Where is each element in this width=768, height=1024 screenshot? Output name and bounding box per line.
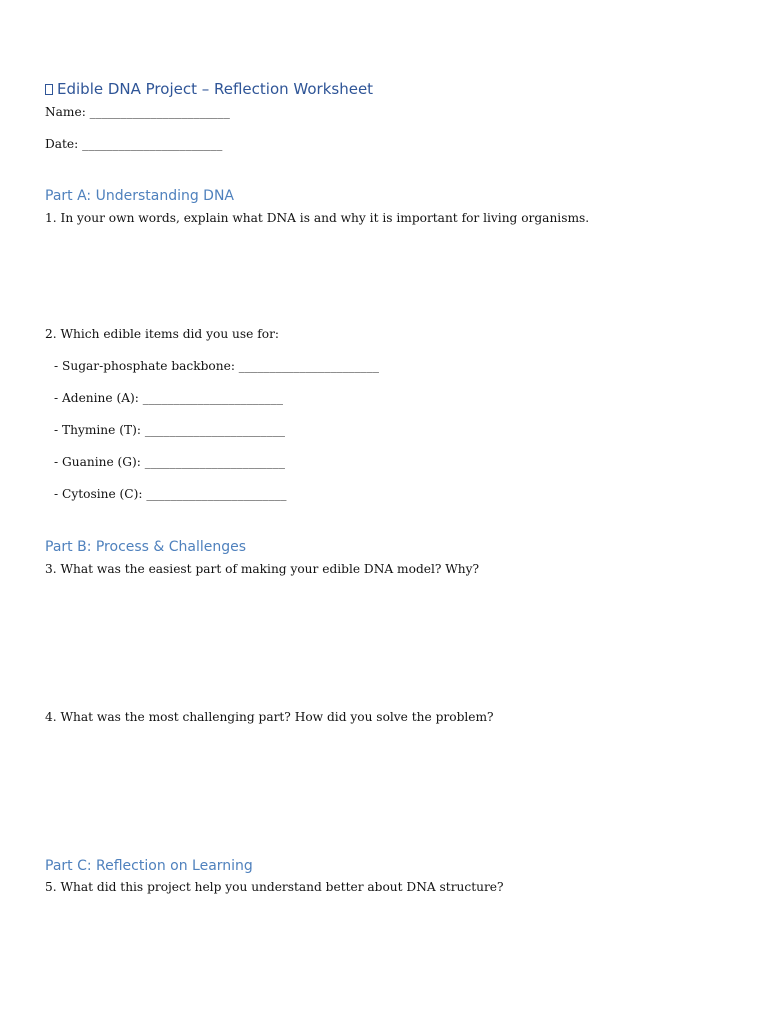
question-3: 3. What was the easiest part of making your edible DNA model? Why? (45, 562, 480, 576)
question-2: 2. Which edible items did you use for: (45, 327, 280, 341)
missing-glyph-icon (45, 84, 53, 95)
item-adenine: - Adenine (A): _______________________ (54, 391, 283, 405)
question-5: 5. What did this project help you understand better about DNA structure? (45, 880, 504, 894)
worksheet-title (45, 79, 373, 99)
item-cytosine: - Cytosine (C): _______________________ (54, 487, 287, 501)
part-a-heading: Part A: Understanding DNA (45, 188, 235, 204)
part-c-heading: Part C: Reflection on Learning (45, 858, 253, 874)
part-b-heading: Part B: Process & Challenges (45, 539, 247, 555)
item-guanine: - Guanine (G): _______________________ (54, 455, 285, 469)
item-thymine: - Thymine (T): _______________________ (54, 423, 286, 437)
item-sugar-phosphate-backbone: - Sugar-phosphate backbone: _______________________ (54, 359, 379, 373)
question-4: 4. What was the most challenging part? How did you solve the problem? (45, 710, 494, 724)
name-field-line: Name: _______________________ (45, 105, 230, 119)
worksheet-title-text: Edible DNA Project – Reflection Worksheet (57, 80, 374, 98)
question-1: 1. In your own words, explain what DNA is and why it is important for living organisms. (45, 211, 590, 225)
date-field-line: Date: _______________________ (45, 137, 223, 151)
